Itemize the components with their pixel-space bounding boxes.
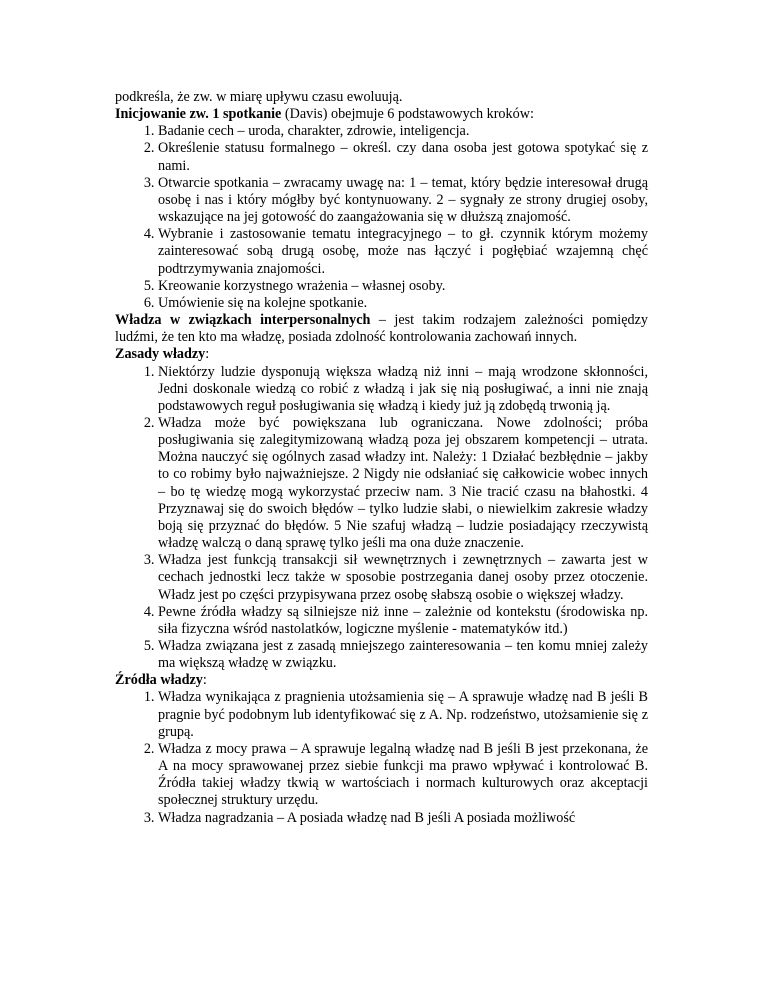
power-definition-heading: Władza w związkach interpersonalnych (115, 312, 371, 329)
power-rules-heading-line (115, 346, 648, 363)
list-item: 6. Umówienie się na kolejne spotkanie. (158, 295, 648, 312)
document-page (115, 89, 648, 827)
power-definition-paragraph (115, 312, 648, 346)
section-davis-text: (Davis) obejmuje 6 podstawowych kroków: (281, 106, 534, 123)
list-item: 1. Niektórzy ludzie dysponują większa władzą niż inni – mają wrodzone skłonności, Jedni doskonale wiedzą co robić z władzą i jak się nią posługiwać, a inni nie znają podstawowych reguł posługiwania się władzą i kiedy już ją zdobędą trwonią ją. (158, 364, 648, 415)
list-item: 4. Pewne źródła władzy są silniejsze niż inne – zależnie od kontekstu (środowiska np. siła fizyczna wśród nastolatków, logiczne myślenie - matematyków itd.) (158, 604, 648, 638)
list-item: 2. Władza z mocy prawa – A sprawuje legalną władzę nad B jeśli B jest przekonana, że A na mocy sprawowanej przez siebie funkcji ma prawo wpływać i kontrolować B. Źródła takiej władzy tkwią w wartościach i normach kulturowych oraz akceptacji społecznej struktury urzędu. (158, 741, 648, 810)
list-item: 3. Władza nagradzania – A posiada władzę nad B jeśli A posiada możliwość (158, 810, 648, 827)
section-davis-paragraph (115, 106, 648, 123)
power-sources-heading-line (115, 672, 648, 689)
power-sources-heading: Źródła władzy (115, 672, 203, 689)
list-item: 3. Władza jest funkcją transakcji sił wewnętrznych i zewnętrznych – zawarta jest w cechach jednostki lecz także w sposobie postrzegania danej osoby przez otoczenie. Władz jest po części przypisywana przez osobę słabszą osobie o większej władzy. (158, 552, 648, 603)
power-sources-list (115, 689, 648, 826)
power-rules-heading: Zasady władzy (115, 346, 206, 363)
heading-colon: : (205, 346, 210, 363)
list-item: 4. Wybranie i zastosowanie tematu integracyjnego – to gł. czynnik którym możemy zainteresować sobą drugą osobę, może nas łączyć i pogłębiać wzajemną chęć podtrzymywania znajomości. (158, 226, 648, 277)
list-item: 2. Władza może być powiększana lub ograniczana. Nowe zdolności; próba posługiwania się zalegitymizowaną władzą poza jej obszarem kompetencji – utrata. Można nauczyć się ogólnych zasad władzy int. Należy: 1 Działać bezbłędnie – jakby to co robimy było najważniejsze. 2 Nigdy nie odsłaniać się całkowicie wobec innych – bo tę wiedzę mogą wykorzystać przeciw nam. 3 Nie tracić czasu na błahostki. 4 Przyznawaj się do swoich błędów – tylko ludzie słabi, o niewielkim zakresie władzy boją się przyznać do błędów. 5 Nie szafuj władzą – ludzie posiadający rzeczywistą władzę walczą o daną sprawę tylko jeśli ma ona duże znaczenie. (158, 415, 648, 552)
list-item: 1. Badanie cech – uroda, charakter, zdrowie, inteligencja. (158, 123, 648, 140)
list-item: 3. Otwarcie spotkania – zwracamy uwagę na: 1 – temat, który będzie interesował drugą osobę i nas i który mógłby być kontynuowany. 2 – sygnały ze strony drugiej osoby, wskazujące na jej gotowość do zaangażowania się w dłuższą znajomość. (158, 175, 648, 226)
heading-colon: : (202, 672, 207, 689)
power-rules-list (115, 364, 648, 673)
list-item: 2. Określenie statusu formalnego – określ. czy dana osoba jest gotowa spotykać się z nami. (158, 140, 648, 174)
list-item: 5. Kreowanie korzystnego wrażenia – własnej osoby. (158, 278, 648, 295)
power-definition-text: – jest takim rodzajem zależności pomiędzy ludźmi, że ten kto ma władzę, posiada zdolność kontrolowania zachowań innych. (115, 312, 648, 346)
section-davis-heading: Inicjowanie zw. 1 spotkanie (115, 106, 282, 123)
intro-paragraph: podkreśla, że zw. w miarę upływu czasu ewoluują. (115, 89, 403, 105)
list-item: 1. Władza wynikająca z pragnienia utożsamienia się – A sprawuje władzę nad B jeśli B pragnie być podobnym lub identyfikować się z A. Np. rodzeństwo, utożsamienie się z grupą. (158, 689, 648, 740)
davis-steps-list (115, 123, 648, 312)
list-item: 5. Władza związana jest z zasadą mniejszego zainteresowania – ten komu mniej zależy ma większą władzę w związku. (158, 638, 648, 672)
